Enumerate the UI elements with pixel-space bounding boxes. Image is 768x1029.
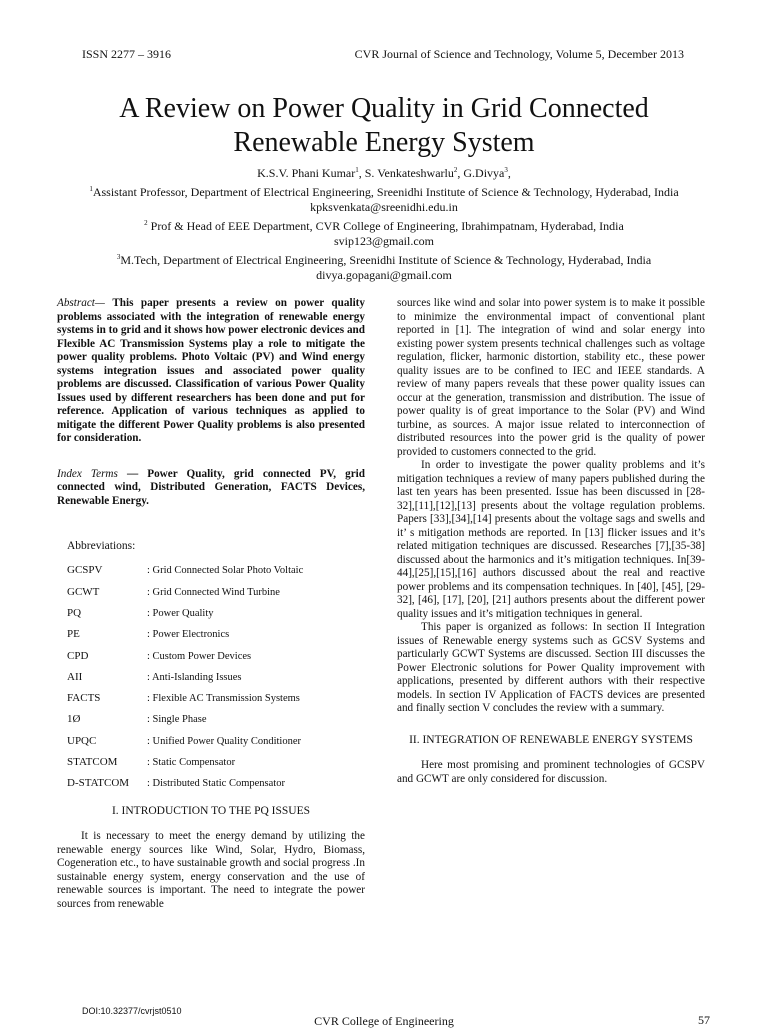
abbreviation-value: : Anti-Islanding Issues bbox=[147, 671, 242, 683]
affiliation-3 bbox=[0, 250, 768, 269]
abbreviations-heading: Abbreviations: bbox=[67, 540, 136, 552]
abbreviation-row bbox=[67, 710, 365, 731]
abbreviation-key: GCWT bbox=[67, 585, 100, 598]
abstract-text: This paper presents a review on power quality problems associated with the integration of renewable energy systems in to grid and it shows how power electronic devices and Flexible AC Transmission Systems play a role to mitigate the power quality problems. Photo Voltaic (PV) and Wind energy systems integration issues and associated power quality problems are discussed. Classification of various Power Quality Issues used by different researchers has been done and put for reference. Application of various techniques as applied to mitigate the different Power Quality problems is also presented for consideration. bbox=[57, 297, 365, 444]
aff-sup: 2 bbox=[144, 218, 148, 227]
intro-continued-paragraph: sources like wind and solar into power system is to make it possible to minimize the environmental impact of conventional plant reported in [1]. The integration of wind and solar energy into existing power system presents technical challenges such as voltage regulation, flicker, harmonic distortion, stability etc., these power quality issues are to be confined to IEC and IEEE standards. A review of many papers reveals that these power quality issues can occur at the generation, transmission and distribution. The issue of power quality is of great importance to the Solar (PV) and Wind turbine, as sources. A major issue related to interconnection of distributed resources into the power grid is the quality of power provided to customers connected to the grid. bbox=[397, 297, 705, 458]
index-terms-dash: — bbox=[117, 467, 148, 480]
section-1-heading: I. INTRODUCTION TO THE PQ ISSUES bbox=[111, 804, 311, 817]
abbreviation-value: : Grid Connected Solar Photo Voltaic bbox=[147, 565, 304, 577]
author-name: K.S.V. Phani Kumar bbox=[257, 166, 356, 180]
journal-header: CVR Journal of Science and Technology, Volume 5, December 2013 bbox=[354, 47, 684, 61]
author-sup: 3 bbox=[504, 166, 508, 174]
abbreviation-row bbox=[67, 731, 365, 752]
abbreviation-key: PE bbox=[67, 628, 80, 641]
abbreviations-list bbox=[57, 561, 365, 795]
author-sup: 1 bbox=[355, 166, 359, 174]
review-paragraph: In order to investigate the power quality problems and it’s mitigation techniques a review of many papers published during the last ten years has been presented. Issue has been discussed in [28-32],[11],[12],[13] presents about the voltage regulation problems. Papers [33],[34],[14] presents about the voltage sags and swells and it’ s mitigation methods are reported. In [13] flicker issues and it’s related mitigation techniques are discussed. Researches [7],[35-38] discussed about the harmonics and it’s mitigation techniques. In[39-44],[25],[15],[16] authors discussed about the real and reactive power problems and its compensation techniques. In [40], [45], [29-32], [46], [17], [20], [21] authors presents about the different power quality issues and it’s mitigation techniques in general. bbox=[397, 459, 705, 620]
aff-text: Assistant Professor, Department of Electrical Engineering, Sreenidhi Institute of Science & Technology, Hyderabad, India bbox=[92, 184, 679, 199]
abbreviation-value: : Static Compensator bbox=[147, 757, 236, 769]
index-terms-text: Power Quality, grid connected PV, grid connected wind, Distributed Generation, FACTS Devices, Renewable Energy. bbox=[57, 467, 365, 507]
abbreviation-value: : Flexible AC Transmission Systems bbox=[147, 693, 300, 705]
abbreviation-key: UPQC bbox=[67, 734, 97, 747]
abbreviation-row bbox=[67, 646, 365, 667]
abbreviation-key: D-STATCOM bbox=[67, 777, 130, 790]
email-3: divya.gopagani@gmail.com bbox=[316, 268, 452, 282]
abbreviation-row bbox=[67, 582, 365, 603]
author-sup: 2 bbox=[453, 166, 458, 174]
section-1-paragraph: It is necessary to meet the energy demand by utilizing the renewable energy sources like Wind, Solar, Hydro, Biomass, Cogeneration etc., to have sustainable growth and social progress .In sustainable energy system, energy conservation and the use of renewable sources is important. The need to integrate the power sources from renewable bbox=[57, 830, 365, 910]
email-1: kpksvenkata@sreenidhi.edu.in bbox=[310, 200, 458, 214]
aff-sup: 1 bbox=[89, 184, 93, 193]
abstract bbox=[57, 297, 365, 446]
author-name: S. Venkateshwarlu bbox=[364, 166, 454, 180]
author-sep: , bbox=[457, 166, 464, 180]
abbreviation-key: GCSPV bbox=[67, 564, 103, 577]
abbreviation-row bbox=[67, 688, 365, 709]
affiliation-1 bbox=[0, 182, 768, 201]
issn-header: ISSN 2277 – 3916 bbox=[82, 47, 172, 61]
abbreviation-value: : Grid Connected Wind Turbine bbox=[147, 586, 280, 598]
abbreviation-row bbox=[67, 561, 365, 582]
abstract-label: Abstract bbox=[57, 297, 95, 309]
abbreviation-key: 1Ø bbox=[67, 713, 81, 726]
abbreviation-value: : Single Phase bbox=[147, 714, 207, 726]
aff-text: Prof & Head of EEE Department, CVR College of Engineering, Ibrahimpatnam, Hyderabad, India bbox=[147, 218, 624, 233]
email-2: svip123@gmail.com bbox=[333, 234, 435, 248]
section-2-paragraph: Here most promising and prominent technologies of GCSPV and GCWT are only considered for discussion. bbox=[397, 759, 705, 785]
abbreviation-key: CPD bbox=[67, 649, 89, 662]
abbreviation-value: : Custom Power Devices bbox=[147, 650, 252, 662]
right-column bbox=[397, 297, 705, 786]
abbreviation-row bbox=[67, 773, 365, 794]
abbreviation-key: STATCOM bbox=[67, 756, 118, 769]
author-sep: , bbox=[358, 166, 365, 180]
abbreviation-row bbox=[67, 624, 365, 645]
abbreviation-key: AII bbox=[67, 670, 83, 683]
title-line-2: Renewable Energy System bbox=[233, 127, 535, 158]
author-sep: , bbox=[507, 166, 511, 180]
page-number: 57 bbox=[698, 1013, 710, 1027]
abbreviation-value: : Power Quality bbox=[147, 607, 214, 619]
abbreviation-value: : Distributed Static Compensator bbox=[147, 778, 285, 790]
college-footer: CVR College of Engineering bbox=[314, 1014, 454, 1028]
organization-paragraph: This paper is organized as follows: In section II Integration issues of Renewable energy systems such as GCSV Systems and particularly GCWT Systems are discussed. Section III discusses the Power Electronic solutions for Power Quality improvement with applications, presented by different authors with their respective models. In section IV Application of FACTS devices are presented and finally section V concludes the review with a summary. bbox=[397, 621, 705, 714]
abbreviation-key: FACTS bbox=[67, 692, 101, 705]
author-name: G.Divya bbox=[463, 166, 505, 180]
abbreviation-row bbox=[67, 667, 365, 688]
left-column bbox=[57, 297, 365, 911]
abbreviation-value: : Power Electronics bbox=[147, 629, 230, 641]
doi-footer: DOI:10.32377/cvrjst0510 bbox=[82, 1006, 182, 1016]
author-names bbox=[0, 163, 768, 182]
paper-title bbox=[0, 92, 768, 160]
abbreviation-row bbox=[67, 603, 365, 624]
aff-sup: 3 bbox=[116, 252, 121, 261]
aff-text: M.Tech, Department of Electrical Engineering, Sreenidhi Institute of Science & Technology, Hyderabad, India bbox=[120, 252, 652, 267]
abbreviation-row bbox=[67, 752, 365, 773]
abbreviation-value: : Unified Power Quality Conditioner bbox=[147, 735, 301, 747]
author-block bbox=[0, 163, 768, 284]
section-2-heading: II. INTEGRATION OF RENEWABLE ENERGY SYSTEMS bbox=[409, 733, 693, 746]
index-terms-label: Index Terms bbox=[57, 467, 118, 480]
affiliation-2 bbox=[0, 216, 768, 235]
title-line-1: A Review on Power Quality in Grid Connected bbox=[119, 93, 649, 124]
abstract-dash: — bbox=[94, 297, 113, 309]
abbreviation-key: PQ bbox=[67, 606, 82, 619]
index-terms bbox=[57, 468, 365, 509]
